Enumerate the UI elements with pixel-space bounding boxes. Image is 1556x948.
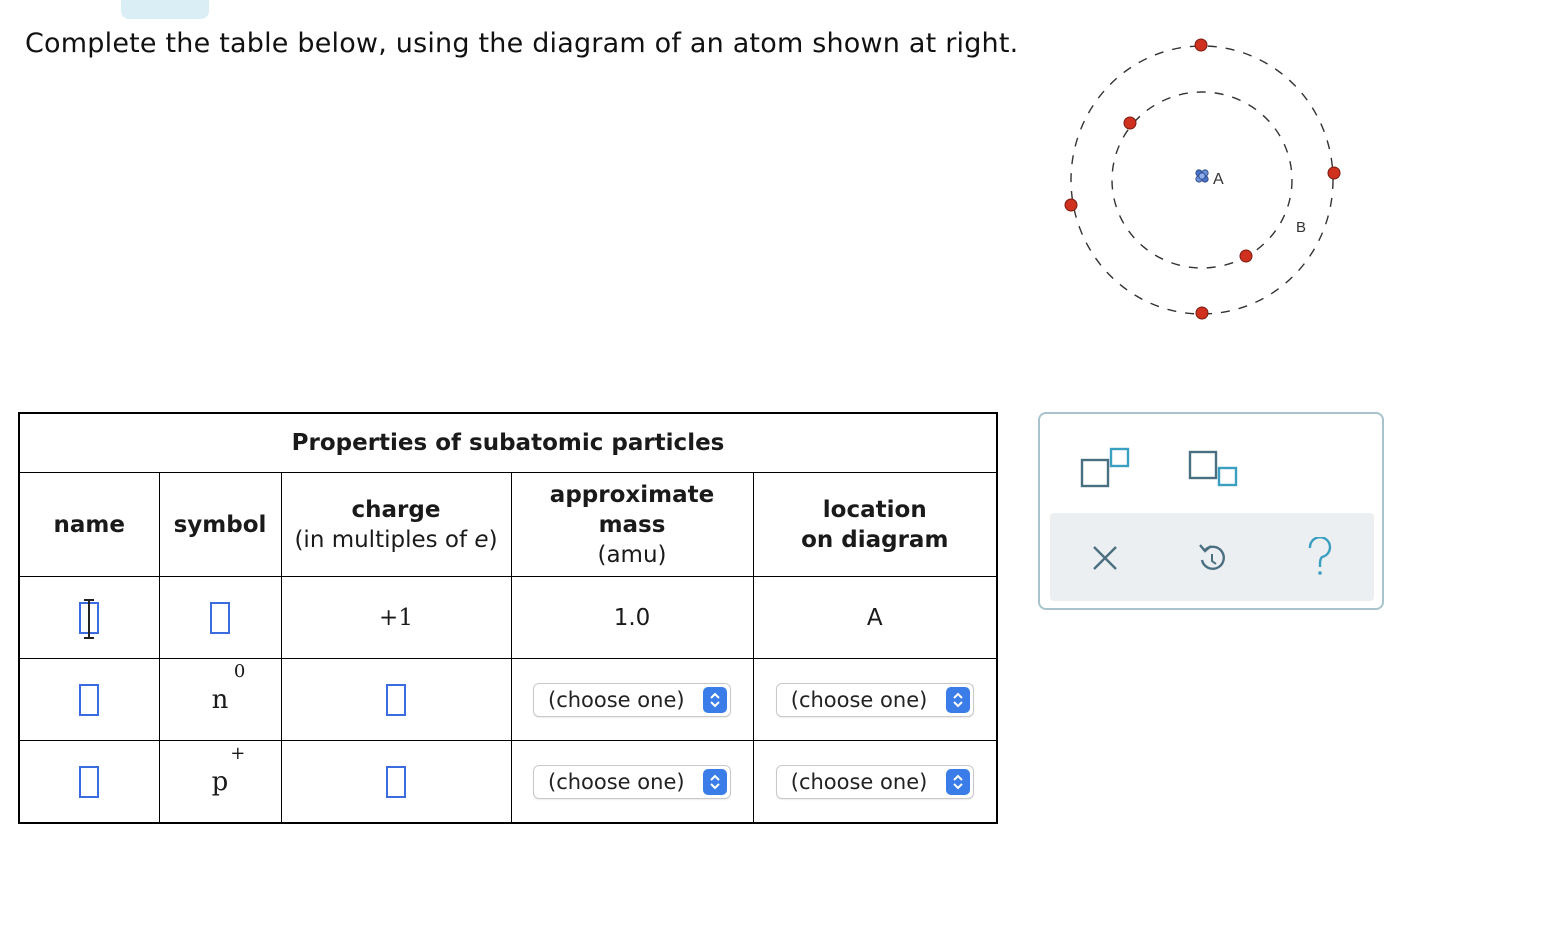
location-select[interactable]	[776, 683, 974, 717]
superscript-icon[interactable]	[1080, 446, 1132, 494]
electron	[1065, 199, 1077, 211]
top-tab[interactable]	[121, 0, 209, 19]
header-charge-unit: (in multiples of e)	[294, 526, 498, 553]
location-cell	[753, 659, 997, 741]
select-arrows-icon	[703, 687, 727, 713]
header-charge	[281, 473, 511, 577]
header-location	[753, 473, 997, 577]
header-location-line1: location	[822, 496, 927, 523]
electron	[1196, 307, 1208, 319]
symbol-cell	[159, 577, 281, 659]
symbol-neutron: n 0	[211, 660, 246, 715]
name-input[interactable]	[79, 766, 99, 798]
electron	[1124, 117, 1136, 129]
question-prompt: Complete the table below, using the diagram of an atom shown at right.	[25, 28, 1019, 59]
answer-tools-panel	[1038, 412, 1384, 610]
properties-table-wrapper	[18, 412, 998, 824]
mass-value: 1.0	[511, 577, 753, 659]
electron	[1195, 39, 1207, 51]
symbol-superscript: 0	[233, 660, 246, 682]
mass-cell	[511, 741, 753, 824]
select-value: (choose one)	[548, 687, 685, 712]
action-bar	[1050, 513, 1374, 601]
mass-select[interactable]	[533, 765, 731, 799]
mass-cell	[511, 659, 753, 741]
name-cell	[19, 741, 159, 824]
charge-input[interactable]	[386, 766, 406, 798]
mass-select[interactable]	[533, 683, 731, 717]
label-a: A	[1213, 171, 1224, 188]
select-value: (choose one)	[548, 769, 685, 794]
label-b: B	[1296, 219, 1307, 236]
table-row	[19, 577, 997, 659]
charge-cell	[281, 741, 511, 824]
symbol-cell	[159, 659, 281, 741]
symbol-input[interactable]	[210, 602, 230, 634]
charge-value: +1	[281, 577, 511, 659]
electron	[1240, 250, 1252, 262]
subscript-icon[interactable]	[1188, 450, 1240, 498]
name-input[interactable]	[79, 684, 99, 716]
undo-icon[interactable]	[1195, 539, 1229, 579]
name-cell	[19, 659, 159, 741]
header-mass	[511, 473, 753, 577]
table-row	[19, 741, 997, 824]
select-arrows-icon	[946, 769, 970, 795]
table-row	[19, 659, 997, 741]
header-mass-line2: mass	[598, 511, 666, 538]
electron	[1328, 167, 1340, 179]
header-symbol: symbol	[159, 473, 281, 577]
clear-icon[interactable]	[1090, 543, 1120, 577]
header-charge-title: charge	[351, 496, 441, 523]
header-mass-unit: (amu)	[597, 541, 667, 568]
symbol-superscript: +	[230, 742, 246, 764]
select-value: (choose one)	[790, 687, 928, 712]
header-row	[19, 473, 997, 577]
help-icon[interactable]	[1305, 537, 1335, 581]
properties-table	[18, 412, 998, 824]
select-value: (choose one)	[790, 769, 928, 794]
charge-input[interactable]	[386, 684, 406, 716]
nucleus	[1196, 170, 1208, 182]
atom-diagram	[1040, 25, 1360, 335]
location-value: A	[753, 577, 997, 659]
charge-cell	[281, 659, 511, 741]
name-cell	[19, 577, 159, 659]
location-select[interactable]	[776, 765, 974, 799]
header-mass-line1: approximate	[549, 481, 715, 508]
header-name: name	[19, 473, 159, 577]
symbol-proton: p +	[211, 742, 246, 797]
select-arrows-icon	[703, 769, 727, 795]
location-cell	[753, 741, 997, 824]
header-location-line2: on diagram	[801, 526, 949, 553]
symbol-cell	[159, 741, 281, 824]
table-title: Properties of subatomic particles	[19, 413, 997, 473]
name-input[interactable]	[79, 602, 99, 634]
select-arrows-icon	[946, 687, 970, 713]
